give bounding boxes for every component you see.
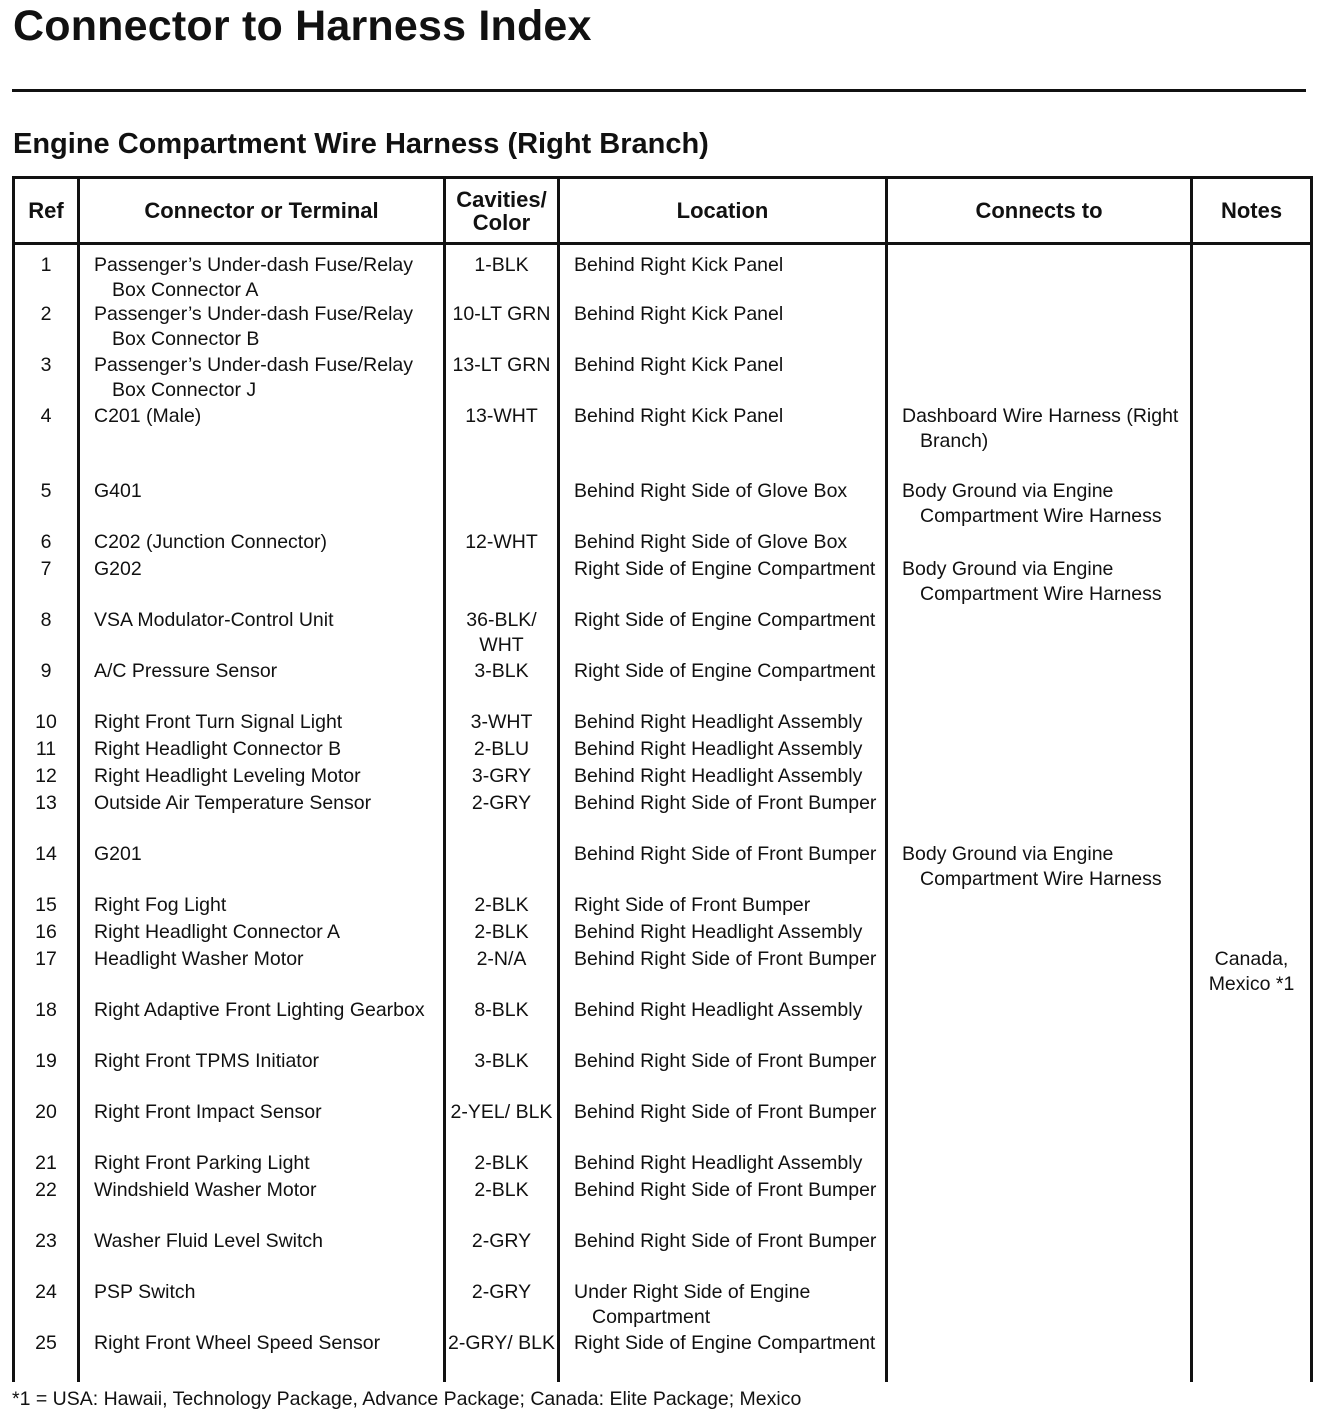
cell-connects-to (887, 791, 1192, 842)
cell-cavities-text: 8-BLK (474, 999, 529, 1021)
cell-ref-text: 3 (40, 354, 52, 376)
cell-connector (79, 557, 445, 608)
cell-connector (79, 737, 445, 764)
cell-cavities (445, 1331, 559, 1382)
cell-connector (79, 608, 445, 659)
cell-notes (1192, 791, 1312, 842)
cell-connector (79, 998, 445, 1049)
cell-cavities-text: 3-WHT (470, 711, 533, 733)
cell-ref (14, 530, 79, 557)
cell-notes (1192, 1100, 1312, 1151)
cell-location (559, 737, 887, 764)
table-row (14, 1151, 1312, 1178)
cell-connects-to (887, 1331, 1192, 1382)
cell-cavities (445, 479, 559, 530)
cell-connector (79, 1151, 445, 1178)
cell-cavities (445, 947, 559, 998)
cell-connects-to (887, 764, 1192, 791)
cell-connects-to (887, 842, 1192, 893)
cell-connector (79, 842, 445, 893)
cell-cavities-text: 2-BLK (474, 921, 529, 943)
cell-connector-text: C202 (Junction Connector) (94, 531, 328, 553)
table-row (14, 1331, 1312, 1382)
cell-connector-text: Right Adaptive Front Lighting Gearbox (94, 999, 425, 1021)
cell-connector-text: Outside Air Temperature Sensor (94, 792, 372, 814)
cell-notes-text: Canada, Mexico *1 (1208, 948, 1295, 995)
cell-cavities (445, 764, 559, 791)
cell-connector (79, 404, 445, 479)
table-row (14, 1100, 1312, 1151)
cell-connector-text: Windshield Washer Motor (94, 1179, 317, 1201)
cell-location (559, 1229, 887, 1280)
cell-connector-text: Right Front Turn Signal Light (94, 711, 343, 733)
cell-cavities-text: 13-LT GRN (452, 354, 551, 376)
cell-notes (1192, 764, 1312, 791)
cell-cavities-text: 2-BLK (474, 1179, 529, 1201)
cell-notes (1192, 302, 1312, 353)
cell-connects-to (887, 404, 1192, 479)
cell-ref-text: 25 (35, 1332, 57, 1354)
cell-connector (79, 659, 445, 710)
header-connector: Connector or Terminal (79, 178, 445, 244)
cell-notes (1192, 737, 1312, 764)
table-row (14, 608, 1312, 659)
cell-cavities (445, 302, 559, 353)
cell-connector-text: Right Headlight Connector A (94, 921, 341, 943)
cell-ref-text: 6 (40, 531, 52, 553)
table-row (14, 302, 1312, 353)
table-row (14, 659, 1312, 710)
cell-cavities (445, 893, 559, 920)
cell-cavities-text: 3-BLK (474, 1050, 529, 1072)
cell-connector (79, 302, 445, 353)
cell-connector (79, 920, 445, 947)
cell-location (559, 244, 887, 303)
cell-location (559, 791, 887, 842)
cell-cavities-text: 1-BLK (474, 254, 529, 276)
table-row (14, 998, 1312, 1049)
cell-location (559, 404, 887, 479)
footnote: *1 = USA: Hawaii, Technology Package, Advance Package; Canada: Elite Package; Mexico (12, 1388, 802, 1410)
cell-cavities (445, 659, 559, 710)
cell-connects-to (887, 998, 1192, 1049)
harness-index-table-wrap (12, 176, 1310, 1384)
table-row (14, 404, 1312, 479)
cell-connector-text: Passenger’s Under-dash Fuse/Relay Box Connector A (94, 254, 414, 301)
cell-ref (14, 1100, 79, 1151)
cell-connector (79, 947, 445, 998)
cell-cavities (445, 1280, 559, 1331)
cell-location-text: Behind Right Kick Panel (574, 254, 784, 276)
cell-cavities (445, 1049, 559, 1100)
cell-location-text: Behind Right Side of Front Bumper (574, 1230, 877, 1252)
cell-location (559, 659, 887, 710)
header-location: Location (559, 178, 887, 244)
cell-cavities (445, 530, 559, 557)
cell-notes (1192, 1280, 1312, 1331)
cell-ref-text: 14 (35, 843, 57, 865)
cell-ref (14, 791, 79, 842)
cell-location (559, 998, 887, 1049)
cell-ref (14, 1331, 79, 1382)
cell-location-text: Right Side of Engine Compartment (574, 558, 876, 580)
cell-connects-to (887, 893, 1192, 920)
cell-location (559, 530, 887, 557)
cell-notes (1192, 557, 1312, 608)
cell-notes (1192, 659, 1312, 710)
cell-cavities (445, 1229, 559, 1280)
cell-ref (14, 1229, 79, 1280)
cell-ref (14, 1049, 79, 1100)
cell-location-text: Behind Right Side of Front Bumper (574, 792, 877, 814)
header-connects-to: Connects to (887, 178, 1192, 244)
cell-location-text: Right Side of Engine Compartment (574, 660, 876, 682)
cell-notes (1192, 1178, 1312, 1229)
cell-ref (14, 244, 79, 303)
header-cavities-line2: Color (472, 209, 531, 235)
cell-location-text: Behind Right Kick Panel (574, 354, 784, 376)
cell-notes (1192, 842, 1312, 893)
cell-location-text: Behind Right Headlight Assembly (574, 921, 863, 943)
cell-connector-text: Passenger’s Under-dash Fuse/Relay Box Connector B (94, 303, 414, 350)
table-row (14, 893, 1312, 920)
cell-location-text: Behind Right Side of Glove Box (574, 531, 848, 553)
cell-location (559, 947, 887, 998)
cell-ref-text: 20 (35, 1101, 57, 1123)
cell-location (559, 479, 887, 530)
cell-connector (79, 1229, 445, 1280)
cell-connects-to-text: Body Ground via Engine Compartment Wire Harness (902, 843, 1162, 890)
table-row (14, 710, 1312, 737)
cell-notes (1192, 404, 1312, 479)
cell-connector (79, 1331, 445, 1382)
cell-location (559, 920, 887, 947)
cell-ref (14, 1178, 79, 1229)
cell-cavities (445, 557, 559, 608)
table-row (14, 764, 1312, 791)
cell-cavities-text: 2-N/A (476, 948, 527, 970)
cell-cavities-text: 2-GRY/ BLK (448, 1332, 555, 1354)
cell-cavities (445, 608, 559, 659)
cell-connector (79, 530, 445, 557)
cell-cavities-text: 2-BLK (474, 1152, 529, 1174)
cell-location (559, 1178, 887, 1229)
cell-connector (79, 1178, 445, 1229)
page-title: Connector to Harness Index (13, 2, 592, 50)
cell-ref-text: 18 (35, 999, 57, 1021)
cell-ref-text: 1 (40, 254, 52, 276)
table-row (14, 530, 1312, 557)
cell-connects-to (887, 557, 1192, 608)
cell-connects-to (887, 947, 1192, 998)
cell-location (559, 1280, 887, 1331)
cell-notes (1192, 920, 1312, 947)
cell-location (559, 893, 887, 920)
cell-ref-text: 11 (35, 738, 57, 760)
cell-connector-text: Right Headlight Leveling Motor (94, 765, 361, 787)
cell-location-text: Behind Right Side of Front Bumper (574, 1050, 877, 1072)
cell-location (559, 302, 887, 353)
cell-connector-text: Right Front Wheel Speed Sensor (94, 1332, 381, 1354)
header-cavities (445, 178, 559, 244)
cell-location-text: Behind Right Kick Panel (574, 303, 784, 325)
cell-cavities-text: 2-GRY (471, 792, 532, 814)
cell-location (559, 1151, 887, 1178)
cell-connects-to (887, 1178, 1192, 1229)
cell-location-text: Behind Right Side of Glove Box (574, 480, 848, 502)
cell-cavities (445, 1178, 559, 1229)
cell-connector (79, 1280, 445, 1331)
cell-cavities (445, 1151, 559, 1178)
cell-location-text: Behind Right Kick Panel (574, 405, 784, 427)
cell-connects-to (887, 737, 1192, 764)
cell-notes (1192, 1331, 1312, 1382)
cell-connects-to (887, 479, 1192, 530)
cell-connector (79, 1049, 445, 1100)
cell-connects-to (887, 1229, 1192, 1280)
cell-notes (1192, 998, 1312, 1049)
cell-cavities-text: 3-GRY (471, 765, 532, 787)
cell-location (559, 842, 887, 893)
cell-connects-to-text: Dashboard Wire Harness (Right Branch) (902, 405, 1179, 452)
table-row (14, 479, 1312, 530)
cell-location-text: Behind Right Headlight Assembly (574, 1152, 863, 1174)
cell-cavities-text: 12-WHT (465, 531, 538, 553)
cell-location-text: Behind Right Side of Front Bumper (574, 1101, 877, 1123)
cell-connector (79, 893, 445, 920)
cell-notes (1192, 893, 1312, 920)
cell-connector-text: G201 (94, 843, 142, 865)
cell-connector (79, 244, 445, 303)
cell-ref (14, 710, 79, 737)
cell-connects-to (887, 244, 1192, 303)
cell-connector-text: G401 (94, 480, 142, 502)
cell-connector-text: Passenger’s Under-dash Fuse/Relay Box Connector J (94, 354, 414, 401)
cell-ref (14, 920, 79, 947)
cell-ref-text: 21 (35, 1152, 57, 1174)
cell-connector (79, 1100, 445, 1151)
table-row (14, 557, 1312, 608)
cell-connector-text: Right Front TPMS Initiator (94, 1050, 320, 1072)
cell-cavities-text: 36-BLK/ WHT (466, 609, 537, 656)
cell-location-text: Right Side of Front Bumper (574, 894, 811, 916)
cell-cavities (445, 353, 559, 404)
cell-location-text: Behind Right Side of Front Bumper (574, 843, 877, 865)
table-body (14, 244, 1312, 1383)
header-ref: Ref (14, 178, 79, 244)
cell-ref (14, 842, 79, 893)
cell-ref-text: 24 (35, 1281, 57, 1303)
cell-ref (14, 1151, 79, 1178)
cell-cavities-text: 3-BLK (474, 660, 529, 682)
cell-location (559, 1100, 887, 1151)
cell-location (559, 353, 887, 404)
cell-ref (14, 659, 79, 710)
cell-connector-text: Washer Fluid Level Switch (94, 1230, 324, 1252)
cell-location-text: Behind Right Headlight Assembly (574, 765, 863, 787)
cell-ref (14, 947, 79, 998)
cell-ref-text: 15 (35, 894, 57, 916)
cell-connector (79, 353, 445, 404)
table-row (14, 842, 1312, 893)
table-header-row (14, 178, 1312, 244)
cell-notes (1192, 530, 1312, 557)
cell-ref-text: 5 (40, 480, 52, 502)
cell-ref-text: 22 (35, 1179, 57, 1201)
cell-ref-text: 7 (40, 558, 52, 580)
cell-cavities-text: 2-BLK (474, 894, 529, 916)
table-row (14, 920, 1312, 947)
cell-location (559, 608, 887, 659)
cell-ref-text: 17 (35, 948, 57, 970)
cell-ref-text: 23 (35, 1230, 57, 1252)
cell-notes (1192, 710, 1312, 737)
table-row (14, 244, 1312, 303)
cell-connector-text: PSP Switch (94, 1281, 196, 1303)
cell-cavities-text: 2-GRY (471, 1281, 532, 1303)
cell-connects-to (887, 302, 1192, 353)
cell-cavities-text: 10-LT GRN (452, 303, 551, 325)
cell-connects-to (887, 608, 1192, 659)
cell-connects-to-text: Body Ground via Engine Compartment Wire Harness (902, 480, 1162, 527)
cell-connector-text: VSA Modulator-Control Unit (94, 609, 334, 631)
cell-ref (14, 764, 79, 791)
cell-ref-text: 8 (40, 609, 52, 631)
cell-connects-to (887, 710, 1192, 737)
cell-location-text: Under Right Side of Engine Compartment (574, 1281, 811, 1328)
table-row (14, 1178, 1312, 1229)
cell-notes (1192, 1049, 1312, 1100)
cell-connector-text: Right Headlight Connector B (94, 738, 342, 760)
cell-connector (79, 791, 445, 842)
cell-location-text: Behind Right Headlight Assembly (574, 711, 863, 733)
cell-notes (1192, 244, 1312, 303)
cell-location (559, 710, 887, 737)
cell-cavities (445, 404, 559, 479)
cell-connects-to (887, 1049, 1192, 1100)
cell-ref-text: 10 (35, 711, 57, 733)
cell-connects-to (887, 659, 1192, 710)
cell-ref-text: 4 (40, 405, 52, 427)
cell-connector (79, 764, 445, 791)
cell-connector-text: Right Front Impact Sensor (94, 1101, 322, 1123)
cell-location (559, 1331, 887, 1382)
cell-connector-text: Right Front Parking Light (94, 1152, 310, 1174)
cell-connector-text: Headlight Washer Motor (94, 948, 304, 970)
cell-ref (14, 557, 79, 608)
header-cavities-line1: Cavities/ (456, 186, 547, 212)
cell-cavities (445, 791, 559, 842)
cell-ref (14, 479, 79, 530)
table-row (14, 1229, 1312, 1280)
cell-connector-text: C201 (Male) (94, 405, 202, 427)
cell-location-text: Right Side of Engine Compartment (574, 609, 876, 631)
cell-cavities (445, 244, 559, 303)
cell-ref (14, 1280, 79, 1331)
cell-cavities-text: 13-WHT (465, 405, 538, 427)
cell-cavities-text: 2-GRY (471, 1230, 532, 1252)
table-row (14, 737, 1312, 764)
cell-ref-text: 13 (35, 792, 57, 814)
cell-ref (14, 893, 79, 920)
title-divider (12, 89, 1306, 92)
cell-cavities (445, 998, 559, 1049)
cell-ref (14, 302, 79, 353)
cell-ref (14, 353, 79, 404)
cell-notes (1192, 1151, 1312, 1178)
section-title: Engine Compartment Wire Harness (Right Branch) (13, 128, 709, 160)
cell-connector (79, 479, 445, 530)
cell-location-text: Behind Right Side of Front Bumper (574, 948, 877, 970)
cell-notes (1192, 608, 1312, 659)
cell-location-text: Right Side of Engine Compartment (574, 1332, 876, 1354)
table-row (14, 1280, 1312, 1331)
table-row (14, 1049, 1312, 1100)
header-notes: Notes (1192, 178, 1312, 244)
cell-location (559, 557, 887, 608)
cell-cavities (445, 920, 559, 947)
cell-ref-text: 19 (35, 1050, 57, 1072)
cell-ref-text: 12 (35, 765, 57, 787)
cell-ref (14, 608, 79, 659)
cell-connector (79, 710, 445, 737)
harness-index-table (12, 176, 1313, 1382)
cell-notes (1192, 947, 1312, 998)
cell-ref-text: 9 (40, 660, 52, 682)
cell-cavities-text: 2-YEL/ BLK (450, 1101, 553, 1123)
cell-connects-to-text: Body Ground via Engine Compartment Wire Harness (902, 558, 1162, 605)
cell-ref (14, 737, 79, 764)
cell-cavities (445, 842, 559, 893)
cell-notes (1192, 1229, 1312, 1280)
cell-connects-to (887, 920, 1192, 947)
cell-ref-text: 16 (35, 921, 57, 943)
cell-connects-to (887, 353, 1192, 404)
cell-connector-text: A/C Pressure Sensor (94, 660, 278, 682)
table-row (14, 353, 1312, 404)
cell-ref-text: 2 (40, 303, 52, 325)
cell-connector-text: G202 (94, 558, 142, 580)
cell-notes (1192, 353, 1312, 404)
cell-ref (14, 998, 79, 1049)
cell-cavities (445, 737, 559, 764)
cell-cavities (445, 710, 559, 737)
cell-connects-to (887, 530, 1192, 557)
cell-connects-to (887, 1280, 1192, 1331)
cell-location-text: Behind Right Headlight Assembly (574, 999, 863, 1021)
cell-location (559, 764, 887, 791)
cell-connects-to (887, 1151, 1192, 1178)
cell-cavities-text: 2-BLU (473, 738, 530, 760)
cell-connects-to (887, 1100, 1192, 1151)
table-row (14, 791, 1312, 842)
cell-location (559, 1049, 887, 1100)
cell-cavities (445, 1100, 559, 1151)
cell-location-text: Behind Right Side of Front Bumper (574, 1179, 877, 1201)
cell-location-text: Behind Right Headlight Assembly (574, 738, 863, 760)
table-row (14, 947, 1312, 998)
cell-connector-text: Right Fog Light (94, 894, 227, 916)
cell-ref (14, 404, 79, 479)
cell-notes (1192, 479, 1312, 530)
